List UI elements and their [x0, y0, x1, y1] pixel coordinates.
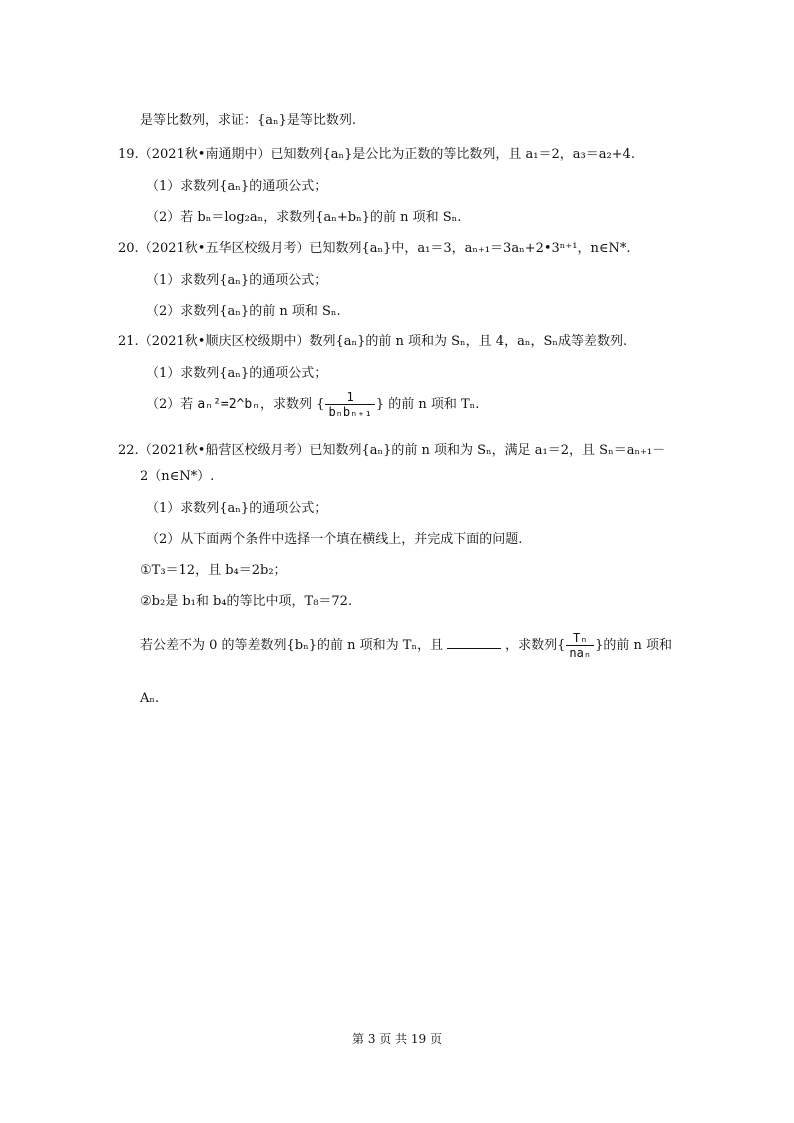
question-19-number: 19.	[118, 147, 139, 162]
question-21-part2-prefix: （2）若	[146, 397, 194, 412]
question-21-number: 21.	[118, 334, 139, 349]
question-22-stem-line2: 2（n∈N*）.	[140, 469, 215, 484]
question-21-fraction	[325, 390, 374, 419]
question-19-stem: 已知数列{aₙ}是公比为正数的等比数列，且 a₁＝2，a₃＝a₂+4.	[270, 147, 635, 162]
question-21-part2-suffix: } 的前 n 项和 Tₙ.	[375, 397, 480, 412]
question-19-source: （2021秋•南通期中）	[138, 147, 271, 162]
question-22-final	[140, 630, 672, 662]
question-20-number: 20.	[118, 241, 139, 256]
question-21-part2-formula: aₙ²=2^bₙ	[197, 397, 261, 412]
question-21-part2-mid: ，求数列 {	[260, 397, 325, 412]
question-19-part1: （1）求数列{aₙ}的通项公式；	[146, 179, 328, 194]
question-22-final-mid: ，求数列{	[505, 638, 566, 653]
question-22-fraction-numerator: Tₙ	[566, 631, 594, 646]
question-22-source: （2021秋•船营区校级月考）	[138, 443, 310, 458]
question-21-part2	[146, 390, 479, 420]
question-22-part1: （1）求数列{aₙ}的通项公式；	[146, 501, 328, 516]
page-footer: 第 3 页 共 19 页	[352, 1032, 442, 1046]
question-22-final-line2: Aₙ.	[140, 691, 160, 706]
question-21	[118, 333, 627, 351]
question-22-fraction	[566, 631, 594, 660]
intro-line: 是等比数列，求证：{aₙ}是等比数列.	[140, 113, 357, 128]
question-21-stem: 数列{aₙ}的前 n 项和为 Sₙ，且 4，aₙ，Sₙ成等差数列.	[309, 334, 628, 349]
question-20-part1: （1）求数列{aₙ}的通项公式；	[146, 273, 328, 288]
answer-blank	[447, 638, 501, 649]
question-22-condition-1: ①T₃＝12，且 b₄＝2b₂；	[140, 563, 287, 578]
question-21-fraction-denominator: bₙbₙ₊₁	[328, 405, 372, 419]
question-20-stem: 已知数列{aₙ}中，a₁＝3，aₙ₊₁＝3aₙ+2•3ⁿ⁺¹，n∈N*.	[309, 241, 631, 256]
question-22-condition-2: ②b₂是 b₁和 b₄的等比中项，T₈＝72.	[140, 594, 353, 609]
question-22-stem-line1: 已知数列{aₙ}的前 n 项和为 Sₙ，满足 a₁＝2，且 Sₙ＝aₙ₊₁－	[309, 443, 666, 458]
question-21-source: （2021秋•顺庆区校级期中）	[138, 334, 310, 349]
question-20	[118, 240, 631, 258]
question-22-fraction-denominator: naₙ	[569, 646, 592, 660]
question-22-final-suffix: }的前 n 项和	[595, 638, 672, 653]
question-21-part1: （1）求数列{aₙ}的通项公式；	[146, 366, 328, 381]
question-20-part2: （2）求数列{aₙ}的前 n 项和 Sₙ.	[146, 304, 341, 319]
question-19-part2: （2）若 bₙ＝log₂aₙ，求数列{aₙ+bₙ}的前 n 项和 Sₙ.	[146, 210, 462, 225]
question-22	[118, 442, 665, 460]
question-20-source: （2021秋•五华区校级月考）	[138, 241, 310, 256]
question-22-final-prefix: 若公差不为 0 的等差数列{bₙ}的前 n 项和为 Tₙ，且	[140, 638, 444, 653]
question-22-number: 22.	[118, 443, 139, 458]
question-22-part2: （2）从下面两个条件中选择一个填在横线上，并完成下面的问题.	[146, 532, 523, 547]
question-19	[118, 146, 635, 164]
question-21-fraction-numerator: 1	[325, 390, 374, 405]
